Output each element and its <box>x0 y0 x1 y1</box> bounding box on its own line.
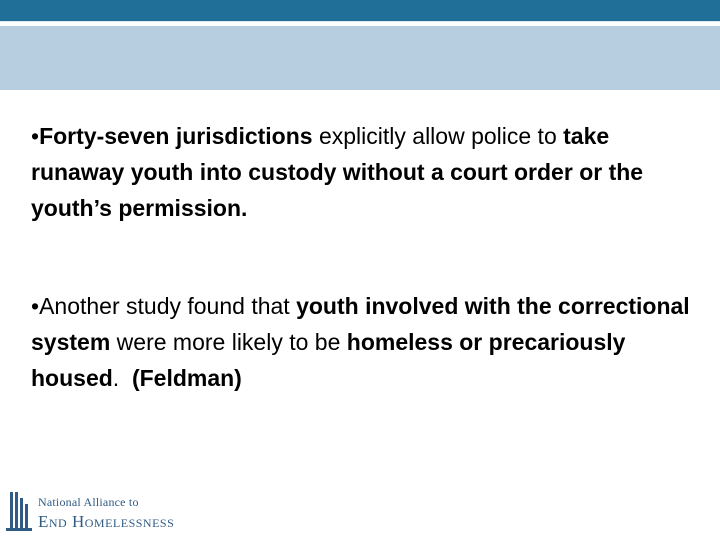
logo-line1: National Alliance to <box>38 495 139 509</box>
bullet1-bold-tail: take runaway youth into custody without a court order or the youth’s permission. <box>31 123 644 221</box>
bullet1-normal: explicitly allow police to <box>312 123 564 149</box>
bullet2-normal-mid: were more likely to be <box>110 329 347 355</box>
bullet1-bold-lead: Forty-seven jurisdictions <box>39 123 313 149</box>
logo-text <box>38 495 174 532</box>
bullet2-bold-tail: homeless or precariously housed <box>31 329 626 391</box>
bullet-marker: • <box>31 123 40 149</box>
bullet2-normal-tail: . <box>112 365 132 391</box>
bullet-marker: • <box>31 293 40 319</box>
logo-naeh <box>4 488 184 538</box>
bullet-jurisdictions <box>31 118 691 226</box>
top-rule <box>0 21 720 22</box>
bullet2-bold-mid: youth involved with the correctional system <box>31 293 690 355</box>
top-bar <box>0 0 720 22</box>
bullet-correctional-study <box>31 288 691 396</box>
slide-content <box>31 118 691 396</box>
citation: (Feldman) <box>131 365 242 391</box>
house-logo-icon <box>4 488 34 534</box>
logo-line2: End Homelessness <box>38 512 175 531</box>
header-band <box>0 26 720 90</box>
bullet2-normal-lead: Another study found that <box>39 293 297 319</box>
